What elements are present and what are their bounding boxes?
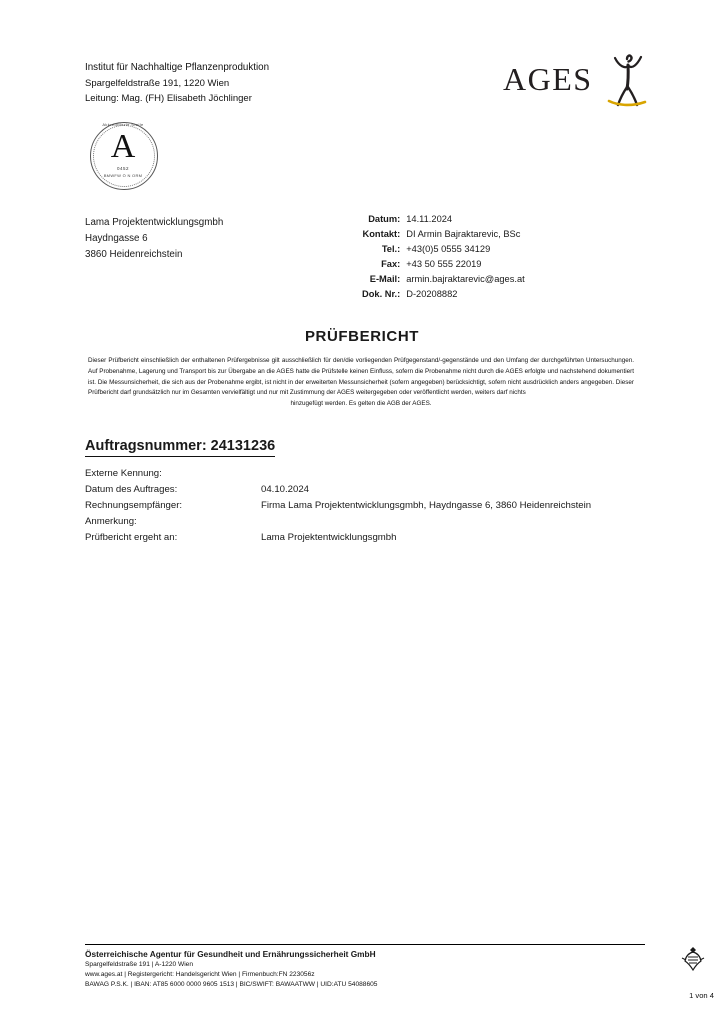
- institute-lead: Leitung: Mag. (FH) Elisabeth Jöchlinger: [85, 92, 252, 104]
- meta-row: [362, 272, 525, 287]
- table-row: [85, 530, 645, 546]
- seal-code-secondary: BMWFW Ö N ORM: [103, 173, 143, 178]
- detail-value: 04.10.2024: [261, 483, 310, 495]
- footer-divider: [85, 944, 645, 945]
- accreditation-seal-icon: [88, 120, 160, 192]
- meta-value: +43 50 555 22019: [406, 259, 482, 270]
- detail-value: Firma Lama Projektentwicklungsgmbh, Haydngasse 6, 3860 Heidenreichstein: [261, 499, 592, 511]
- meta-row: [362, 227, 525, 242]
- institute-name: Institut für Nachhaltige Pflanzenproduktion: [85, 62, 270, 73]
- detail-key: Prüfbericht ergeht an:: [85, 531, 178, 543]
- austrian-eagle-emblem-icon: [680, 944, 706, 974]
- meta-label: Dok. Nr.:: [362, 289, 401, 300]
- detail-key: Datum des Auftrages:: [85, 483, 178, 495]
- meta-label: Datum:: [368, 214, 401, 224]
- footer-company-name: Österreichische Agentur für Gesundheit und Ernährungssicherheit GmbH: [85, 949, 376, 959]
- legal-body: Dieser Prüfbericht einschließlich der enthaltenen Prüfergebnisse gilt ausschließlich für den/die vorliegenden Prüfgegenstand/-gegenstände und den Umfang der durchgeführten Untersuchungen. Auf Probenahme, Lagerung und Transport bis zur Übergabe an die AGES hatte die Prüfstelle keinen Einfluss, sofern die Probenahme nicht durch die AGES erfolgte und nachstehend dokumentiert ist. Die Messunsicherheit, die sich aus der Probenahme ergibt, ist nicht in der erweiterten Messunsicherheit (sofern angegeben) berücksichtigt, sofern nicht ausdrücklich anders angegeben. Dieser Prüfbericht darf grundsätzlich nur im Gesamten vervielfältigt und nur mit Zustimmung der AGES weitergegeben oder veröffentlicht werden, weiters darf nichts: [88, 357, 634, 397]
- meta-row: [362, 257, 525, 272]
- footer-address: Spargelfeldstraße 191 | A-1220 Wien: [85, 961, 194, 968]
- meta-value-email: armin.bajraktarevic@ages.at: [406, 274, 525, 285]
- legal-last-line: hinzugefügt werden. Es gelten die AGB der AGES.: [290, 400, 432, 408]
- recipient-line-1: Lama Projektentwicklungsgmbh: [85, 217, 224, 228]
- meta-value: 14.11.2024: [406, 214, 453, 224]
- document-meta: [362, 212, 525, 302]
- detail-key: Anmerkung:: [85, 515, 137, 527]
- detail-key: Externe Kennung:: [85, 468, 162, 479]
- page-number: 1 von 4: [689, 991, 714, 1000]
- table-row: [85, 514, 645, 530]
- meta-label: E-Mail:: [369, 274, 401, 285]
- ages-logo: [503, 55, 648, 117]
- meta-value: DI Armin Bajraktarevic, BSc: [406, 229, 521, 240]
- detail-value: [261, 514, 645, 530]
- table-row: [85, 482, 645, 498]
- detail-value: [261, 466, 645, 482]
- detail-key: Rechnungsempfänger:: [85, 499, 183, 511]
- document-header: [85, 60, 645, 107]
- table-row: [85, 498, 645, 514]
- meta-value: +43(0)5 0555 34129: [406, 244, 491, 255]
- institute-address: Spargelfeldstraße 191, 1220 Wien: [85, 78, 230, 90]
- meta-label: Tel.:: [381, 244, 401, 255]
- detail-value: Lama Projektentwicklungsgmbh: [261, 531, 397, 543]
- seal-code: 0452: [116, 166, 129, 171]
- meta-label: Fax:: [381, 259, 401, 270]
- meta-row: [362, 212, 525, 227]
- order-number: Auftragsnummer: 24131236: [85, 438, 275, 457]
- document-footer: [85, 944, 645, 990]
- recipient-line-3: 3860 Heidenreichstein: [85, 248, 183, 260]
- page-title: PRÜFBERICHT: [304, 328, 420, 345]
- recipient-address: [85, 215, 223, 263]
- meta-row: [362, 242, 525, 257]
- seal-letter: A: [110, 128, 136, 165]
- footer-registry: www.ages.at | Registergericht: Handelsgericht Wien | Firmenbuch:FN 223056z: [85, 971, 315, 979]
- ages-figure-icon: [607, 53, 647, 111]
- meta-label: Kontakt:: [362, 229, 401, 240]
- footer-bank: BAWAG P.S.K. | IBAN: AT85 6000 0000 9605 1513 | BIC/SWIFT: BAWAATWW | UID:ATU 54088605: [85, 981, 378, 989]
- legal-disclaimer: [88, 356, 634, 410]
- table-row: [85, 466, 645, 482]
- order-details-table: [85, 466, 645, 546]
- meta-value: D-20208882: [406, 289, 458, 300]
- ages-logo-text: AGES: [503, 61, 593, 97]
- meta-row: [362, 287, 525, 302]
- recipient-line-2: Haydngasse 6: [85, 232, 148, 244]
- seal-arc-text: Akkreditierte Stelle: [102, 122, 144, 127]
